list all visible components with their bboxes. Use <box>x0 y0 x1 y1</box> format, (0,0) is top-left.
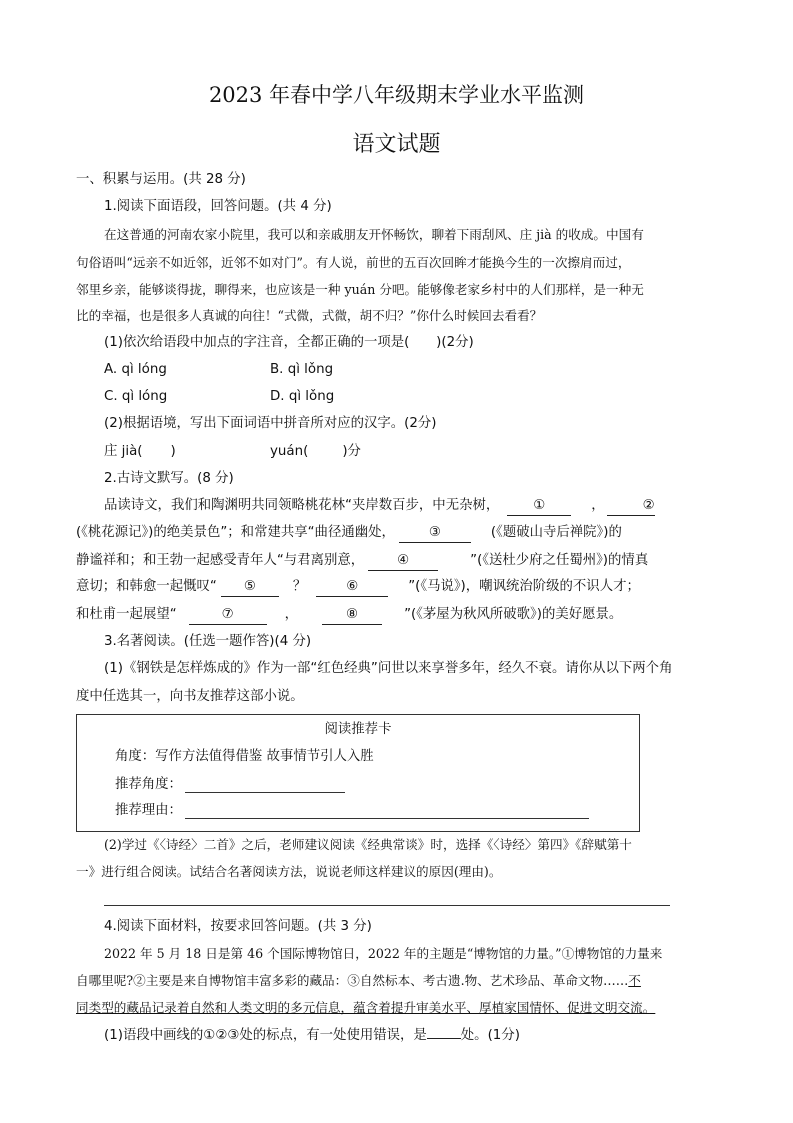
q2-text: (《题破山寺后禅院》)的 <box>490 525 622 540</box>
q2-line <box>104 497 655 516</box>
blank-7[interactable]: ⑦ <box>189 606 267 625</box>
reason-answer-line[interactable] <box>185 818 589 819</box>
q2-text: 静谧祥和；和王勃一起感受青年人“与君离别意， <box>76 553 365 568</box>
q3-answer-line[interactable] <box>104 905 670 906</box>
q2-text: 意切；和韩愈一起慨叹“ <box>76 579 217 594</box>
q4-underlined-text: 不 <box>628 973 641 988</box>
q2-text: ？ <box>292 579 307 594</box>
q4-text: (1)语段中画线的①②③处的标点，有一处使用错误，是 <box>104 1028 427 1043</box>
blank-4[interactable]: ④ <box>368 552 438 571</box>
q2-line <box>76 606 622 625</box>
angle-label: 推荐角度： <box>115 777 182 792</box>
fill-prefix: 庄 jià( <box>104 444 143 459</box>
option-d: D. qì lǒng <box>270 389 335 404</box>
q2-text: ， <box>591 498 605 513</box>
q1-passage-line: 在这普通的河南农家小院里，我可以和亲戚朋友开怀畅饮，聊着下雨刮风、庄 jià 的收成。中国有 <box>104 227 644 242</box>
recommendation-card <box>76 714 640 832</box>
q4-text: 处。(1分) <box>460 1028 520 1043</box>
q1-heading: 1.阅读下面语段，回答问题。(共 4 分) <box>104 199 332 214</box>
q2-line <box>76 552 648 571</box>
q4-text: 自哪里呢?②主要是来自博物馆丰富多彩的藏品：③自然标本、考古遗.物、艺术珍品、革命文物…… <box>76 973 629 988</box>
q4-passage-line: 2022 年 5 月 18 日是第 46 个国际博物馆日，2022 年的主题是“博物馆的力量。”①博物馆的力量来 <box>104 946 663 961</box>
q2-text: ”(《送杜少府之任蜀州》)的情真 <box>470 553 649 568</box>
blank-1[interactable]: ① <box>507 497 571 516</box>
q4-passage-line <box>76 972 641 990</box>
q1-sub1: (1)依次给语段中加点的字注音，全都正确的一项是( )(2分) <box>104 335 474 350</box>
q2-text: ”(《马说》)，嘲讽统治阶级的不识人才； <box>408 579 640 594</box>
q3-heading: 3.名著阅读。(任选一题作答)(4 分) <box>104 634 312 649</box>
fill-prefix: yuán( <box>270 444 309 459</box>
q3-sub1-line: (1)《钢铁是怎样炼成的》作为一部“红色经典”问世以来享誉多年，经久不衰。请你从以下两个角 <box>104 661 673 676</box>
q2-text: 和杜甫一起展望“ <box>76 607 177 622</box>
q2-line <box>76 578 640 597</box>
fill-suffix: ) <box>170 444 176 459</box>
fill-zhuang-jia <box>104 443 176 461</box>
q2-heading: 2.古诗文默写。(8 分) <box>104 471 234 486</box>
q2-text: ”(《茅屋为秋风所破歌》)的美好愿景。 <box>404 607 623 622</box>
q4-underlined-text: 同类型的藏品记录着自然和人类文明的多元信息，蕴含着提升审美水平、厚植家国情怀、促进文明交流。 <box>76 1000 656 1015</box>
q4-sub1 <box>104 1027 520 1045</box>
q1-passage-line: 邻里乡亲，能够谈得拢，聊得来，也应该是一种 yuán 分吧。能够像老家乡村中的人们那样，是一种无 <box>76 282 644 297</box>
exam-title: 2023 年春中学八年级期末学业水平监测 <box>208 83 585 107</box>
blank-3[interactable]: ③ <box>399 524 471 543</box>
q1-passage-line: 句俗语叫“远亲不如近邻，近邻不如对门”。有人说，前世的五百次回眸才能换今生的一次擦肩而过， <box>76 255 631 270</box>
q2-text: ， <box>284 607 299 622</box>
card-title: 阅读推荐卡 <box>324 722 392 737</box>
option-b: B. qì lǒng <box>270 362 334 377</box>
blank-8[interactable]: ⑧ <box>322 606 382 625</box>
q4-heading: 4.阅读下面材料，按要求回答问题。(共 3 分) <box>104 919 372 934</box>
q3-sub2-line: (2)学过《〈诗经〉二首》之后，老师建议阅读《经典常谈》时，选择《〈诗经〉第四》《辞赋第十 <box>104 837 632 852</box>
section-heading: 一、积累与运用。(共 28 分) <box>76 172 246 187</box>
option-c: C. qì lóng <box>104 389 168 404</box>
blank-5[interactable]: ⑤ <box>221 578 279 597</box>
blank-6[interactable]: ⑥ <box>316 578 388 597</box>
q2-text: (《桃花源记》)的绝美景色”；和常建共享“曲径通幽处， <box>76 525 395 540</box>
reason-label: 推荐理由： <box>115 803 182 818</box>
q3-sub2-line: 一》进行组合阅读。试结合名著阅读方法，说说老师这样建议的原因(理由)。 <box>76 864 502 879</box>
fill-yuan-fen <box>270 443 361 461</box>
option-a: A. qì lóng <box>104 362 167 377</box>
q3-sub1-line: 度中任选其一，向书友推荐这部小说。 <box>76 689 304 704</box>
q2-line <box>76 524 622 543</box>
card-angles: 角度：写作方法值得借鉴 故事情节引人入胜 <box>115 749 374 764</box>
exam-subtitle: 语文试题 <box>352 132 441 157</box>
q4-answer-blank[interactable] <box>427 1038 461 1039</box>
q1-sub2: (2)根据语境，写出下面词语中拼音所对应的汉字。(2分) <box>104 416 437 431</box>
angle-answer-line[interactable] <box>185 792 345 793</box>
fill-suffix: )分 <box>342 444 361 459</box>
q1-passage-line: 比的幸福，也是很多人真诚的向往！“式微，式微，胡不归？”你什么时候回去看看？ <box>76 308 543 323</box>
blank-2[interactable]: ② <box>607 497 655 516</box>
q2-text: 品读诗文，我们和陶渊明共同领略桃花林“夹岸数百步，中无杂树， <box>104 498 500 513</box>
